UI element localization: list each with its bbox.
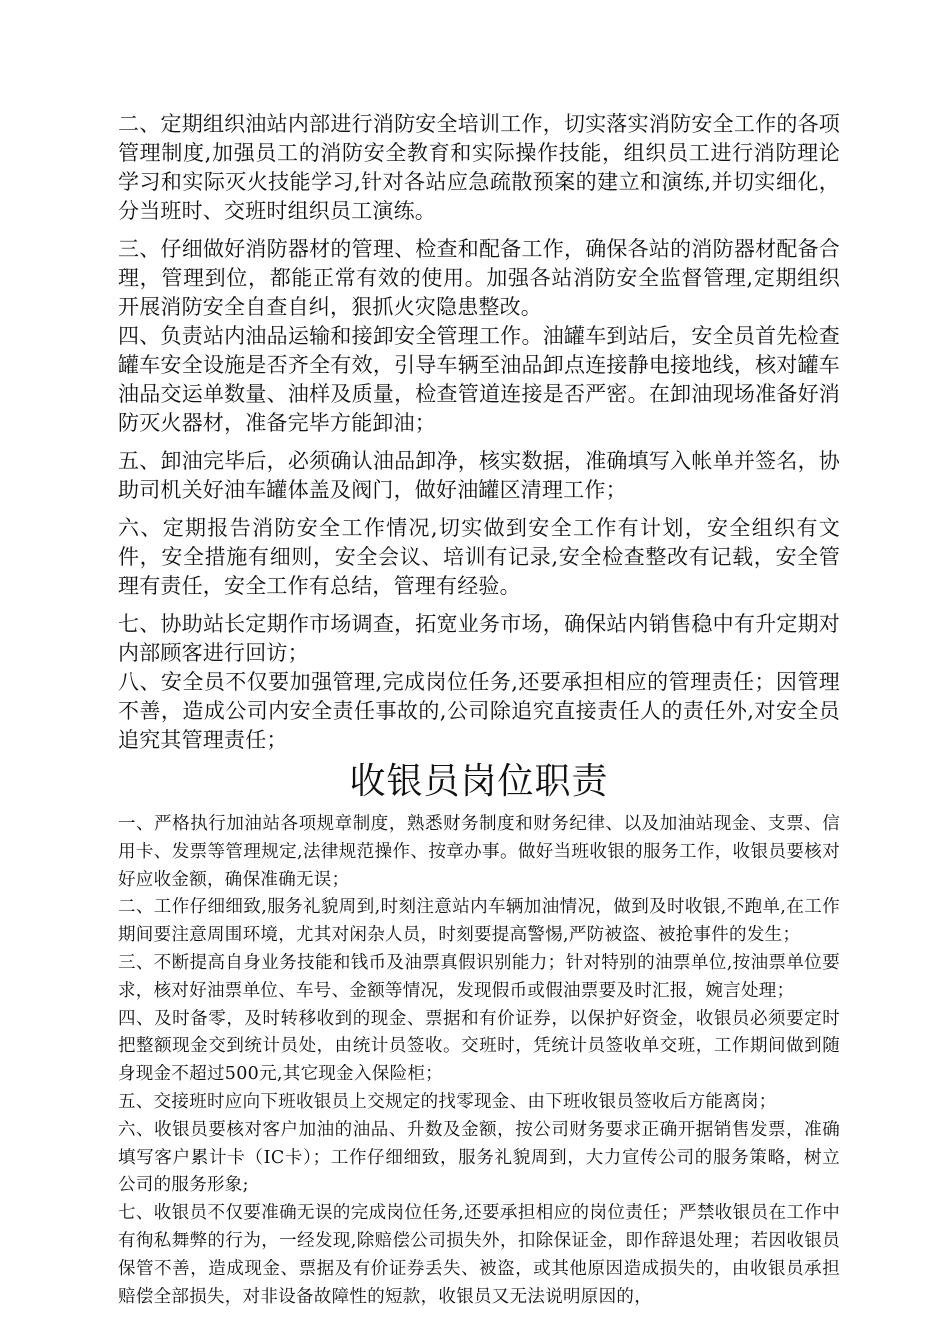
cashier-duties-heading: 收银员岗位职责	[349, 761, 609, 802]
cashier-item-5: 五、交接班时应向下班收银员上交规定的找零现金、由下班收银员签收后方能离岗；	[118, 1091, 777, 1112]
duty-item-4: 四、负责站内油品运输和接卸安全管理工作。油罐车到站后，安全员首先检查罐车安全设施是否齐全有效，引导车辆至油品卸点连接静电接地线，核对罐车油品交运单数量、油样及质量，检查管道连接是否严密。在卸油现场准备好消防灭火器材，准备完毕方能卸油；	[118, 324, 840, 435]
cashier-item-6: 六、收银员要核对客户加油的油品、升数及金额，按公司财务要求正确开据销售发票，准确填写客户累计卡（IC卡）；工作仔细细致，服务礼貌周到，大力宣传公司的服务策略，树立公司的服务形象;	[118, 1119, 840, 1196]
duty-item-2: 二、定期组织油站内部进行消防安全培训工作，切实落实消防安全工作的各项管理制度,加强员工的消防安全教育和实际操作技能，组织员工进行消防理论学习和实际灭火技能学习,针对各站应急疏散预案的建立和演练,并切实细化，分当班时、交班时组织员工演练。	[118, 112, 840, 223]
cashier-duties	[118, 811, 840, 1311]
cashier-item-2: 二、工作仔细细致,服务礼貌周到,时刻注意站内车辆加油情况，做到及时收银,不跑单,在工作期间要注意周围环境，尤其对闲杂人员，时刻要提高警惕,严防被盗、被抢事件的发生；	[118, 897, 840, 946]
duty-item-6: 六、定期报告消防安全工作情况,切实做到安全工作有计划，安全组织有文件，安全措施有细则，安全会议、培训有记录,安全检查整改有记载，安全管理有责任，安全工作有总结，管理有经验。	[118, 516, 840, 598]
duty-item-5: 五、卸油完毕后，必须确认油品卸净，核实数据，准确填写入帐单并签名，协助司机关好油车罐体盖及阀门，做好油罐区清理工作；	[118, 449, 840, 502]
cashier-item-1: 一、严格执行加油站各项规章制度，熟悉财务制度和财务纪律、以及加油站现金、支票、信用卡、发票等管理规定,法律规范操作、按章办事。做好当班收银的服务工作，收银员要核对好应收金额，确保准确无误；	[118, 814, 840, 890]
duty-item-8: 八、安全员不仅要加强管理,完成岗位任务,还要承担相应的管理责任；因管理不善，造成公司内安全责任事故的,公司除追究直接责任人的责任外,对安全员追究其管理责任；	[118, 670, 840, 752]
cashier-item-3: 三、不断提高自身业务技能和钱币及油票真假识别能力；针对特别的油票单位,按油票单位要求，核对好油票单位、车号、金额等情况，发现假币或假油票要及时汇报，婉言处理；	[118, 952, 840, 1001]
cashier-item-7: 七、收银员不仅要准确无误的完成岗位任务,还要承担相应的岗位责任；严禁收银员在工作中有徇私舞弊的行为，一经发现,除赔偿公司损失外，扣除保证金，即作辞退处理；若因收银员保管不善，造成现金、票据及有价证券丢失、被盗，或其他原因造成损失的，由收银员承担赔偿全部损失，对非设备故障性的短款，收银员又无法说明原因的，	[118, 1203, 840, 1307]
safety-officer-duties	[118, 110, 840, 755]
duty-item-7: 七、协助站长定期作市场调查，拓宽业务市场，确保站内销售稳中有升定期对内部顾客进行回访；	[118, 612, 840, 665]
cashier-item-4: 四、及时备零，及时转移收到的现金、票据和有价证券，以保护好资金，收银员必须要定时把整额现金交到统计员处，由统计员签收。交班时，凭统计员签收单交班，工作期间做到随身现金不超过500元,其它现金入保险柜；	[118, 1008, 840, 1085]
document-page	[118, 110, 840, 1311]
duty-item-3: 三、仔细做好消防器材的管理、检查和配备工作，确保各站的消防器材配备合理，管理到位，都能正常有效的使用。加强各站消防安全监督管理,定期组织开展消防安全自查自纠，狠抓火灾隐患整改。	[118, 237, 840, 319]
